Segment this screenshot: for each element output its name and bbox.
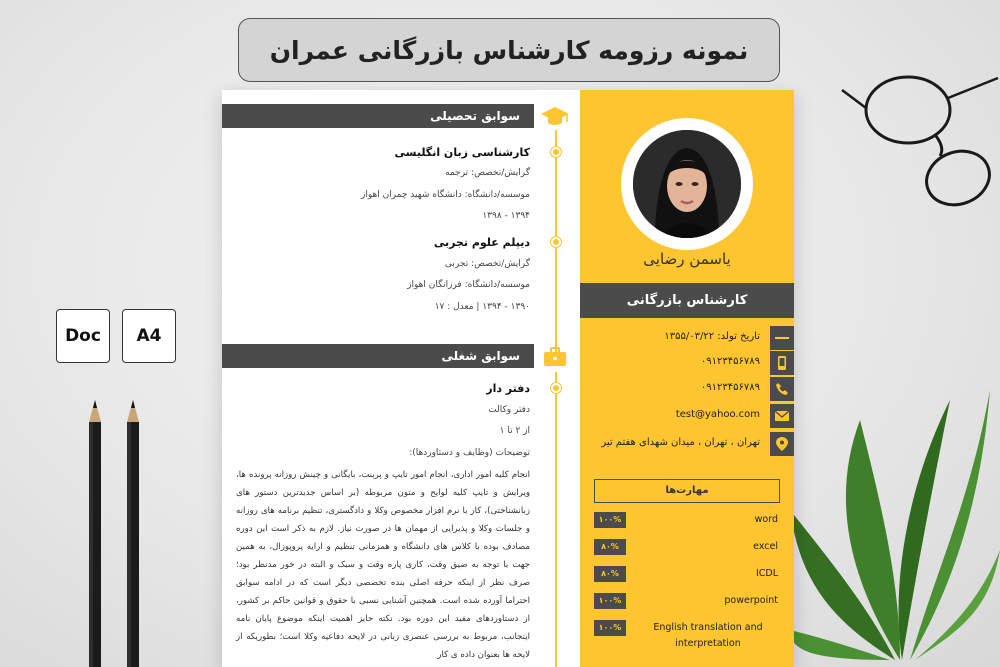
avatar	[633, 130, 741, 238]
education-institute: موسسه/دانشگاه: دانشگاه شهید چمران اهواز	[360, 190, 530, 200]
education-years: ۱۳۹۰ - ۱۳۹۴ | معدل : ۱۷	[434, 302, 530, 312]
skill-percent: ۱۰۰%	[594, 620, 626, 636]
resume-sidebar	[580, 90, 794, 667]
address-text: تهران ، تهران ، میدان شهدای هفتم تیر	[601, 437, 760, 448]
format-badge-doc: Doc	[56, 309, 110, 363]
contact-mobile	[580, 351, 794, 375]
work-company: دفتر وکالت	[488, 405, 530, 415]
skill-name: powerpoint	[724, 595, 778, 606]
phone-icon	[770, 377, 794, 401]
work-description-label: توضیحات (وظایف و دستاوردها):	[409, 448, 530, 458]
profile-photo-frame	[621, 118, 753, 250]
envelope-icon	[770, 404, 794, 428]
mobile-icon	[770, 351, 794, 375]
timeline-dot	[551, 383, 561, 393]
education-degree: کارشناسی زبان انگلیسی	[394, 146, 530, 159]
work-section-header: سوابق شغلی	[222, 344, 534, 368]
timeline-dot	[551, 237, 561, 247]
page-title: نمونه رزومه کارشناس بازرگانی عمران	[238, 18, 780, 82]
education-field: گرایش/تخصص: ترجمه	[445, 168, 530, 178]
plant-decoration	[790, 360, 1000, 667]
skill-name: English translation and interpretation	[653, 622, 763, 649]
skill-name: excel	[753, 541, 778, 552]
phone-text: ۰۹۱۲۳۴۵۶۷۸۹	[700, 382, 760, 393]
job-title: کارشناس بازرگانی	[580, 283, 794, 318]
skill-name: word	[754, 514, 778, 525]
timeline-line	[555, 130, 557, 366]
graduation-cap-icon	[540, 104, 570, 128]
contact-email	[580, 404, 794, 428]
pencil-decoration	[118, 400, 148, 667]
education-years: ۱۳۹۴ - ۱۳۹۸	[482, 211, 530, 221]
resume-sheet	[222, 90, 794, 667]
location-pin-icon	[770, 432, 794, 456]
skill-percent: ۱۰۰%	[594, 593, 626, 609]
email-text[interactable]: test@yahoo.com	[675, 409, 760, 420]
education-institute: موسسه/دانشگاه: فرزانگان اهواز	[407, 280, 530, 290]
work-title: دفتر دار	[486, 382, 530, 395]
education-field: گرایش/تخصص: تجربی	[444, 259, 530, 269]
briefcase-icon	[540, 344, 570, 368]
education-section-header: سوابق تحصیلی	[222, 104, 534, 128]
mobile-text: ۰۹۱۲۳۴۵۶۷۸۹	[700, 356, 760, 367]
skill-percent: ۱۰۰%	[594, 512, 626, 528]
timeline-dot	[551, 147, 561, 157]
contact-address	[580, 432, 794, 456]
format-badge-a4: A4	[122, 309, 176, 363]
birthdate-text: تاریخ تولد: ۱۳۵۵/۰۳/۲۲	[664, 331, 760, 342]
skill-percent: ۸۰%	[594, 539, 626, 555]
work-description: انجام کلیه امور اداری، انجام امور تایپ و پرینت، بایگانی و چینش روزانه پرونده ها، ویرایش و تایپ کلیه لوایح و متون مربوطه (بر اساس جدیدترین دستور های زبانشناختی)، کار با نرم افزار مخصوص وکلا و دادگستری، تنظیم برنامه های روزانه و جلسات وکلا و پذیرایی از مهمان ها در صورت نیاز. لازم به ذکر است این دوره مصادف بوده با کلاس های دانشگاه و همزمانی تنظیم و ارایه پروپوزال، به همین جهت با توجه به ضیق وقت، کاری پاره وقت و سبک و البته در خور مدنظر بود؛ صرف نظر از اینکه حرفه اصلی بنده تخصصی دیگر است که در ادامه سوابق احتراما آورده شده است. همچنین آشنایی نسبی با حقوق و قوانین حاکم بر کشور، از دستاوردهای مفید این دوره بود. نکته حایز اهمیت اینکه موضوع پایان نامه اینجانب، مربوط به بررسی عنصری زبانی در لایحه دفاعیه وکلا است؛ بطوریکه از لایحه ها بعنوان داده ی کار	[236, 470, 530, 660]
contact-birthdate	[580, 326, 794, 350]
work-period: از ۲ تا ۱	[499, 426, 530, 436]
candidate-name: یاسمن رضایی	[643, 250, 731, 268]
eyeglasses-decoration	[840, 70, 1000, 210]
pencil-decoration	[80, 400, 110, 667]
timeline-line	[555, 372, 557, 667]
education-degree: دیپلم علوم تجربی	[433, 236, 530, 249]
skill-name: ICDL	[755, 568, 778, 579]
resume-main-column	[222, 90, 580, 667]
minus-icon	[770, 326, 794, 350]
contact-phone	[580, 377, 794, 401]
skills-header: مهارت‌ها	[594, 479, 780, 503]
skill-percent: ۸۰%	[594, 566, 626, 582]
